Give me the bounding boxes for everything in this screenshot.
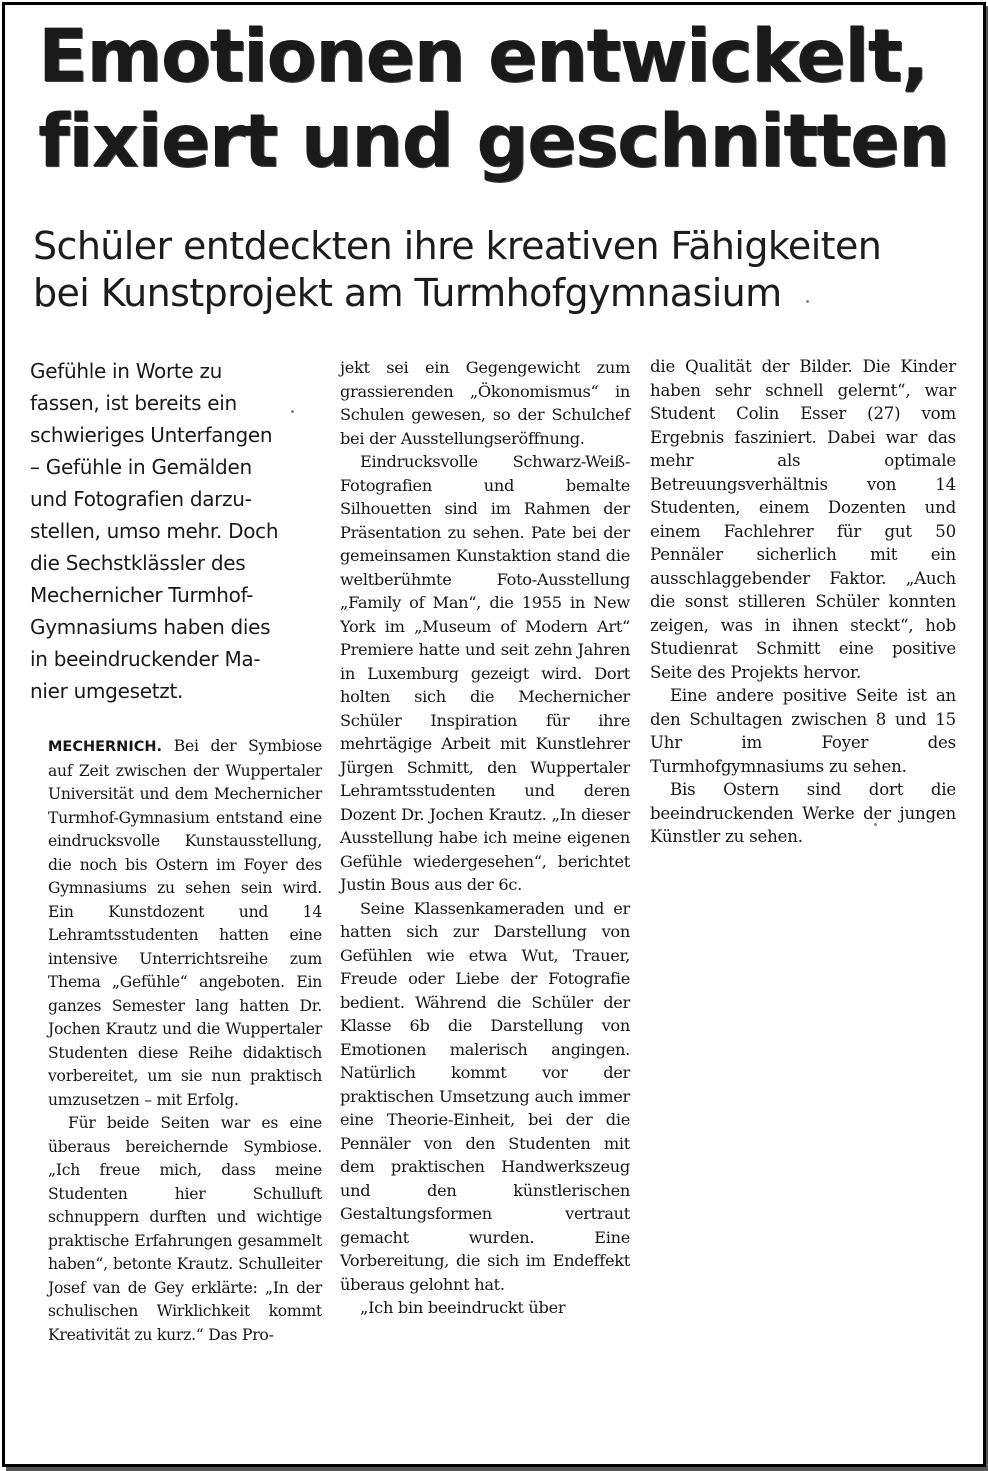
body-paragraph: die Qualität der Bilder. Die Kinder haben sehr schnell gelernt“, war Student Colin Esser (27) vom Ergebnis fasziniert. Dabei war das mehr als optimale Betreuungsverhältnis von 14 Studenten, einem Dozenten und einem Fachlehrer für gut 50 Pennäler sicherlich mit ein ausschlaggebender Faktor. „Auch die sonst stilleren Schüler konnten zeigen, was in ihnen steckt“, hob Studienrat Schmitt eine positive Seite des Projekts hervor.: [650, 357, 956, 682]
headline-line-1: Emotionen entwickelt,: [38, 14, 928, 99]
lead-line: nier umgesetzt.: [30, 679, 184, 703]
lead-line: und Fotografien darzu-: [30, 487, 252, 511]
lead-line: stellen, umso mehr. Doch: [30, 519, 279, 543]
body-paragraph: [48, 735, 322, 1112]
body-paragraph: Eine andere positive Seite ist an den Schultagen zwischen 8 und 15 Uhr im Foyer des Turmhofgymnasiums zu sehen.: [650, 686, 956, 776]
body-paragraph: jekt sei ein Gegengewicht zum grassierenden „Ökonomismus“ in Schulen gewesen, so der Schulchef bei der Ausstellungseröffnung.: [340, 358, 630, 448]
article-column-2: [340, 356, 630, 1320]
subheadline-line-2: bei Kunstprojekt am Turmhofgymnasium: [33, 271, 782, 315]
headline-line-2: fixiert und geschnitten: [38, 99, 949, 184]
subheadline: [33, 223, 933, 317]
lead-paragraph: [30, 355, 330, 707]
subheadline-line-1: Schüler entdeckten ihre kreativen Fähigkeiten: [33, 224, 882, 268]
scan-speck: [874, 823, 877, 826]
lead-line: – Gefühle in Gemälden: [30, 455, 252, 479]
lead-line: Gefühle in Worte zu: [30, 359, 223, 383]
headline: [38, 14, 949, 184]
lead-line: die Sechstklässler des: [30, 551, 246, 575]
lead-line: Gymnasiums haben dies: [30, 615, 271, 639]
lead-line: in beeindruckender Ma-: [30, 647, 261, 671]
body-paragraph: Seine Klassenkameraden und er hatten sich zur Darstellung von Gefühlen wie etwa Wut, Trauer, Freude oder Liebe der Fotografie bedient. Während die Schüler der Klasse 6b die Darstellung von Emotionen malerisch angingen. Natürlich kommt vor der praktischen Umsetzung auch immer eine Theorie-Einheit, bei der die Pennäler von den Studenten mit dem praktischen Handwerkszeug und den künstlerischen Gestaltungsformen vertraut gemacht wurden. Eine Vorbereitung, die sich im Endeffekt überaus gelohnt hat.: [340, 898, 630, 1294]
lead-line: fassen, ist bereits ein: [30, 391, 237, 415]
body-paragraph: Bis Ostern sind dort die beeindruckenden Werke der jungen Künstler zu sehen.: [650, 780, 956, 846]
dateline: MECHERNICH.: [48, 739, 162, 755]
scan-speck: [806, 300, 809, 303]
body-paragraph: Für beide Seiten war es eine überaus bereichernde Symbiose. „Ich freue mich, dass meine Studenten hier Schulluft schnuppern durften und wichtige praktische Erfahrungen gesammelt haben“, betonte Krautz. Schulleiter Josef van de Gey erklärte: „In der schulischen Wirklichkeit kommt Kreativität zu kurz.“ Das Pro-: [48, 1114, 322, 1344]
article-column-3: [650, 355, 956, 849]
scan-speck: [291, 410, 294, 413]
lead-line: Mechernicher Turmhof-: [30, 583, 254, 607]
paragraph-text: Bei der Symbiose auf Zeit zwischen der Wuppertaler Universität und dem Mechernicher Turmhof-Gymnasium entstand eine eindrucksvolle Kunstausstellung, die noch bis Ostern im Foyer des Gymnasiums zu sehen sein wird. Ein Kunstdozent und 14 Lehramtsstudenten hatten eine intensive Unterrichtsreihe zum Thema „Gefühle“ angeboten. Ein ganzes Semester lang hatten Dr. Jochen Krautz und die Wuppertaler Studenten diese Reihe didaktisch vorbereitet, um sie nun praktisch umzusetzen – mit Erfolg.: [48, 737, 322, 1109]
lead-line: schwieriges Unterfangen: [30, 423, 273, 447]
body-paragraph: Eindrucksvolle Schwarz-Weiß-Fotografien und bemalte Silhouetten sind im Rahmen der Präsentation zu sehen. Pate bei der gemeinsamen Kunstaktion stand die weltberühmte Foto-Ausstellung „Family of Man“, die 1955 in New York im „Museum of Modern Art“ Premiere hatte und seit zehn Jahren in Luxemburg gezeigt wird. Dort holten sich die Mechernicher Schüler Inspiration für ihre mehrtägige Arbeit mit Kunstlehrer Jürgen Schmitt, den Wuppertaler Lehramtsstudenten und deren Dozent Dr. Jochen Krautz. „In dieser Ausstellung habe ich meine eigenen Gefühle wiedergesehen“, berichtet Justin Bous aus der 6c.: [340, 452, 630, 894]
body-paragraph: „Ich bin beeindruckt über: [360, 1298, 566, 1317]
article-column-1: [48, 735, 322, 1347]
